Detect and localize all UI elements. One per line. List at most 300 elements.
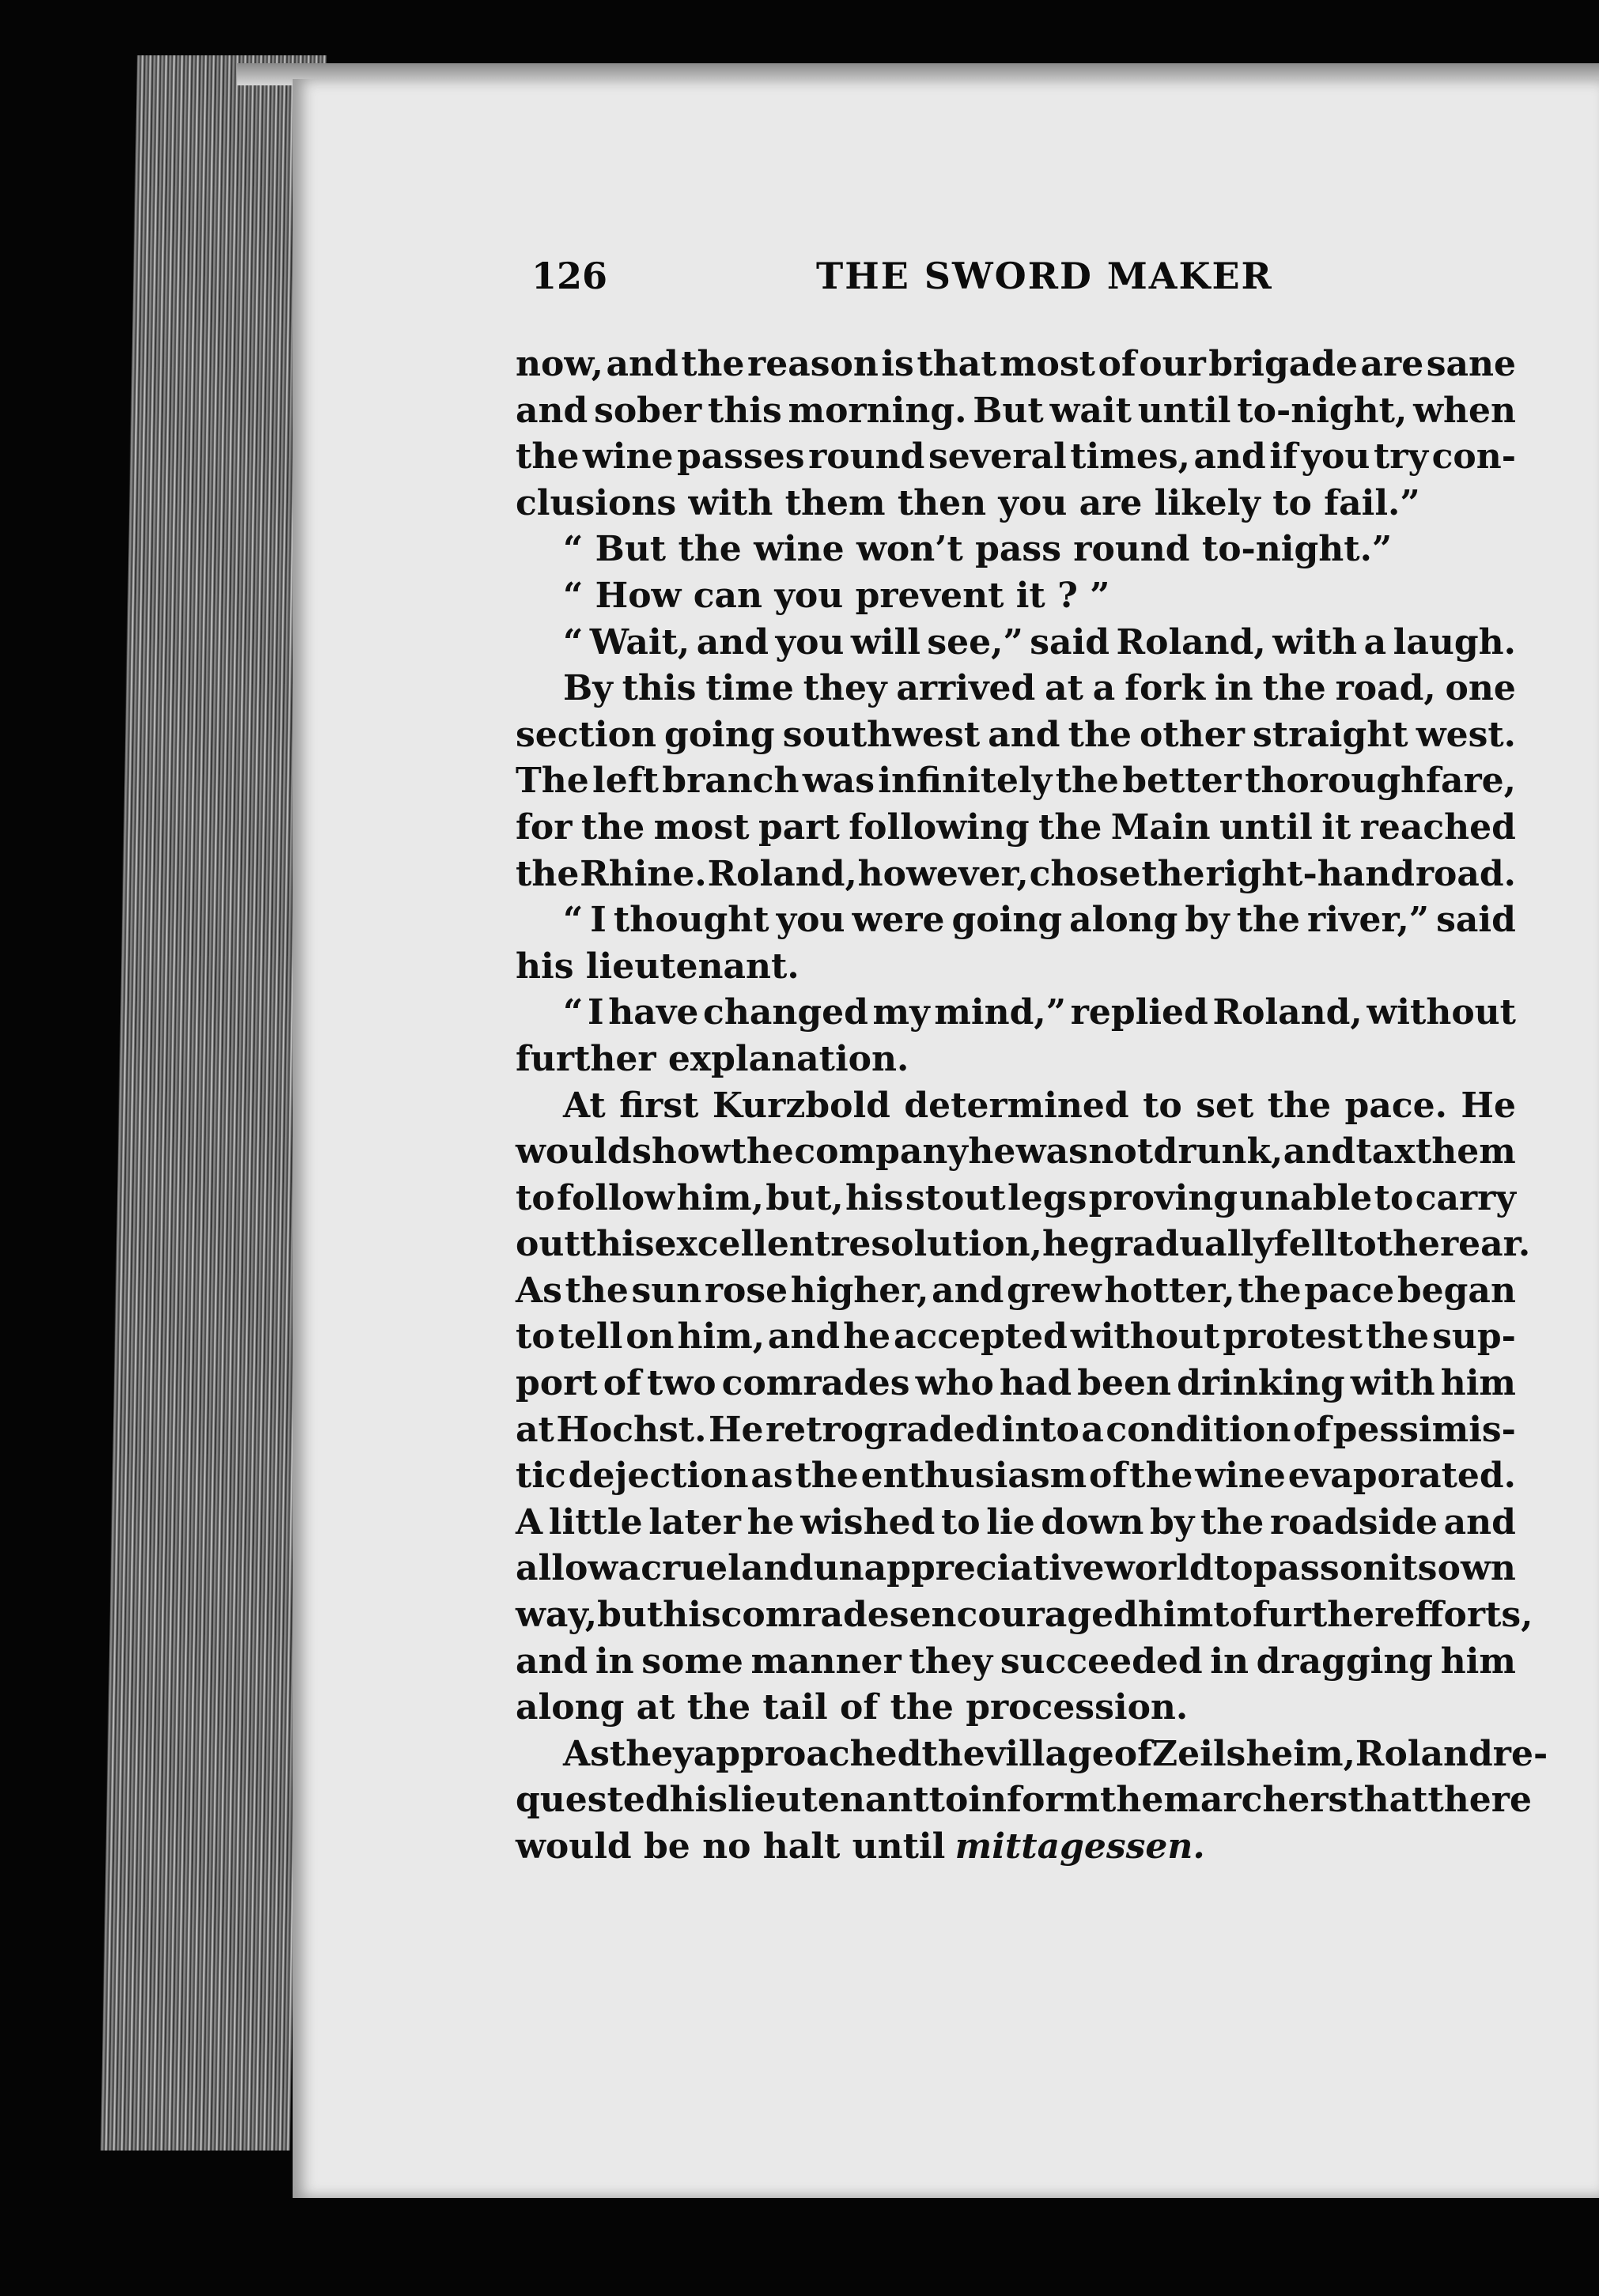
word: world bbox=[1104, 1548, 1214, 1589]
word: resolution, bbox=[830, 1224, 1042, 1265]
word: following bbox=[849, 806, 1030, 848]
word: and bbox=[988, 714, 1060, 755]
word: he bbox=[1041, 1224, 1090, 1265]
word: the bbox=[1267, 1085, 1332, 1126]
word: and bbox=[741, 1548, 814, 1589]
word: A bbox=[516, 1501, 543, 1543]
word: thoroughfare, bbox=[1245, 761, 1516, 802]
word: fork bbox=[1125, 668, 1206, 709]
word: the bbox=[1038, 806, 1102, 848]
word: straight bbox=[1253, 714, 1408, 755]
word: the bbox=[516, 436, 580, 478]
word: when bbox=[1413, 390, 1516, 431]
word: comrades bbox=[721, 1363, 910, 1404]
word: thought bbox=[613, 900, 769, 941]
word: are bbox=[1360, 344, 1424, 384]
word: port bbox=[516, 1363, 598, 1404]
word: show bbox=[632, 1131, 731, 1173]
text-line bbox=[516, 1314, 1516, 1361]
word: he bbox=[747, 1501, 795, 1543]
word: and bbox=[1193, 436, 1266, 478]
word: the bbox=[921, 1733, 985, 1774]
word: been bbox=[1077, 1363, 1171, 1404]
word: with bbox=[1272, 621, 1358, 663]
word: first bbox=[619, 1085, 699, 1126]
word: protest bbox=[1223, 1316, 1363, 1358]
word: “ bbox=[563, 621, 584, 663]
word: they bbox=[609, 1733, 694, 1774]
word: his bbox=[663, 1595, 721, 1636]
word: other bbox=[1140, 714, 1245, 755]
word: own bbox=[1437, 1548, 1516, 1589]
text-line bbox=[516, 620, 1516, 667]
word: had bbox=[999, 1363, 1072, 1404]
text-line bbox=[516, 852, 1516, 898]
word: Rhine. bbox=[580, 853, 707, 894]
word: excellent bbox=[654, 1224, 831, 1265]
word: inform bbox=[968, 1780, 1101, 1821]
word: along bbox=[1069, 900, 1178, 941]
text-line bbox=[516, 388, 1516, 435]
word: lieutenant bbox=[728, 1780, 929, 1821]
word: down bbox=[1041, 1501, 1144, 1543]
word: fell bbox=[1273, 1224, 1337, 1265]
word: if bbox=[1269, 436, 1298, 478]
word: most bbox=[999, 344, 1095, 384]
word: wine bbox=[1195, 1456, 1286, 1497]
word: that bbox=[917, 344, 997, 384]
text-line bbox=[516, 990, 1516, 1037]
word: arrived bbox=[896, 668, 1036, 709]
word: efforts, bbox=[1393, 1595, 1533, 1636]
word: his bbox=[845, 1177, 904, 1218]
word: wished bbox=[800, 1501, 936, 1543]
word: of bbox=[1292, 1409, 1332, 1450]
word: it bbox=[1321, 806, 1351, 848]
page-number: 126 bbox=[531, 255, 608, 297]
word: began bbox=[1397, 1270, 1516, 1311]
word: further bbox=[1252, 1595, 1393, 1636]
word: not bbox=[1088, 1131, 1154, 1173]
word: At bbox=[563, 1085, 606, 1126]
word: him bbox=[1440, 1363, 1516, 1404]
word: better bbox=[1122, 761, 1242, 802]
running-head bbox=[531, 255, 1520, 310]
word: dragging bbox=[1256, 1641, 1434, 1682]
line-text: would be no halt until bbox=[516, 1826, 946, 1867]
word: replied bbox=[1070, 992, 1208, 1033]
word: tell bbox=[558, 1316, 623, 1358]
word: with bbox=[1350, 1363, 1435, 1404]
word: set bbox=[1196, 1085, 1254, 1126]
word: hotter, bbox=[1104, 1270, 1235, 1311]
word: reached bbox=[1359, 806, 1516, 848]
word: determined bbox=[904, 1085, 1129, 1126]
text-line bbox=[516, 1731, 1548, 1778]
word: cruel bbox=[641, 1548, 741, 1589]
word: on bbox=[1339, 1548, 1389, 1589]
text-line bbox=[516, 897, 1516, 944]
word: on bbox=[626, 1316, 675, 1358]
word: section bbox=[516, 714, 656, 755]
word: however, bbox=[857, 853, 1029, 894]
word: Roland bbox=[1355, 1733, 1493, 1774]
word: you bbox=[776, 900, 845, 941]
word: until bbox=[1137, 390, 1231, 431]
word: follow bbox=[557, 1177, 675, 1218]
word: encouraged bbox=[909, 1595, 1138, 1636]
word: drinking bbox=[1177, 1363, 1345, 1404]
word: see,” bbox=[927, 621, 1023, 663]
word: him, bbox=[676, 1177, 764, 1218]
word: sup- bbox=[1432, 1316, 1516, 1358]
word: him bbox=[1137, 1595, 1214, 1636]
text-line bbox=[516, 712, 1516, 759]
text-line bbox=[516, 1824, 1516, 1871]
line-text: “ But the wine won’t pass round to-night.” bbox=[563, 529, 1393, 570]
word: of bbox=[603, 1363, 641, 1404]
word: going bbox=[664, 714, 775, 755]
word: southwest bbox=[782, 714, 981, 755]
word: him, bbox=[677, 1316, 765, 1358]
word: this bbox=[580, 1224, 655, 1265]
word: infinitely bbox=[878, 761, 1053, 802]
text-line bbox=[516, 1407, 1516, 1454]
word: a bbox=[1363, 621, 1387, 663]
text-line bbox=[516, 1222, 1531, 1268]
word: by bbox=[1185, 900, 1230, 941]
word: this bbox=[622, 668, 697, 709]
word: until bbox=[1219, 806, 1313, 848]
word: will bbox=[850, 621, 920, 663]
word: to bbox=[1143, 1085, 1182, 1126]
word: later bbox=[648, 1501, 741, 1543]
word: they bbox=[803, 668, 887, 709]
word: a bbox=[1092, 668, 1116, 709]
word: approached bbox=[693, 1733, 922, 1774]
word: tic bbox=[516, 1456, 566, 1497]
word: higher, bbox=[790, 1270, 929, 1311]
word: the bbox=[1055, 761, 1119, 802]
word: condition bbox=[1106, 1409, 1291, 1450]
word: now, bbox=[516, 344, 603, 384]
word: By bbox=[563, 668, 613, 709]
word: Roland, bbox=[1116, 621, 1266, 663]
text-line bbox=[516, 944, 1516, 991]
word: in bbox=[1210, 1641, 1249, 1682]
word: without bbox=[1070, 1316, 1220, 1358]
word: manner bbox=[750, 1641, 902, 1682]
word: “ bbox=[563, 992, 584, 1033]
word: enthusiasm bbox=[860, 1456, 1087, 1497]
word: company bbox=[794, 1131, 968, 1173]
word: branch bbox=[662, 761, 800, 802]
word: the bbox=[565, 1270, 629, 1311]
word: the bbox=[1238, 1270, 1302, 1311]
word: said bbox=[1436, 900, 1516, 941]
word: grew bbox=[1006, 1270, 1102, 1311]
text-line bbox=[516, 527, 1516, 573]
word: going bbox=[951, 900, 1063, 941]
word: to-night, bbox=[1237, 390, 1408, 431]
word: of bbox=[1098, 344, 1136, 384]
word: laugh. bbox=[1393, 621, 1516, 663]
word: changed bbox=[703, 992, 868, 1033]
word: his bbox=[669, 1780, 728, 1821]
word: sane bbox=[1426, 344, 1516, 384]
word: to bbox=[1213, 1595, 1253, 1636]
word: gradually bbox=[1089, 1224, 1274, 1265]
word: the bbox=[516, 853, 580, 894]
text-line bbox=[516, 1361, 1516, 1407]
word: said bbox=[1030, 621, 1110, 663]
word: one bbox=[1445, 668, 1516, 709]
word: quested bbox=[516, 1780, 670, 1821]
word: some bbox=[641, 1641, 743, 1682]
word: without bbox=[1367, 992, 1516, 1033]
word: little bbox=[548, 1501, 643, 1543]
word: to bbox=[516, 1316, 555, 1358]
word: but, bbox=[765, 1177, 844, 1218]
word: by bbox=[1150, 1501, 1195, 1543]
text-line bbox=[516, 666, 1516, 712]
word: and bbox=[932, 1270, 1004, 1311]
word: Roland, bbox=[1212, 992, 1363, 1033]
word: legs bbox=[1007, 1177, 1087, 1218]
text-line bbox=[516, 1592, 1533, 1639]
word: He bbox=[708, 1409, 764, 1450]
word: out bbox=[516, 1224, 580, 1265]
word: pace. bbox=[1344, 1085, 1447, 1126]
text-line bbox=[516, 805, 1516, 852]
word: was bbox=[802, 761, 875, 802]
word: and bbox=[767, 1316, 841, 1358]
word: a bbox=[618, 1548, 641, 1589]
word: to bbox=[928, 1780, 969, 1821]
word: roadside bbox=[1269, 1501, 1438, 1543]
word: as bbox=[750, 1456, 793, 1497]
word: proving bbox=[1088, 1177, 1238, 1218]
word: marchers bbox=[1163, 1780, 1348, 1821]
word: to bbox=[516, 1177, 555, 1218]
word: at bbox=[516, 1409, 554, 1450]
text-line bbox=[516, 1083, 1516, 1130]
word: to bbox=[1213, 1548, 1253, 1589]
word: him bbox=[1440, 1641, 1516, 1682]
word: the bbox=[1141, 853, 1205, 894]
word: road. bbox=[1415, 853, 1516, 894]
word: my bbox=[872, 992, 930, 1033]
italic-word: mittagessen. bbox=[954, 1826, 1205, 1867]
word: brigade bbox=[1208, 344, 1358, 384]
word: retrograded bbox=[765, 1409, 1000, 1450]
word: but bbox=[597, 1595, 663, 1636]
word: two bbox=[647, 1363, 716, 1404]
word: time bbox=[705, 668, 794, 709]
word: sober bbox=[594, 390, 702, 431]
word: our bbox=[1139, 344, 1206, 384]
word: chose bbox=[1029, 853, 1141, 894]
word: the bbox=[1129, 1456, 1193, 1497]
word: the bbox=[795, 1456, 859, 1497]
word: river,” bbox=[1307, 900, 1430, 941]
word: the bbox=[1100, 1780, 1164, 1821]
word: unappreciative bbox=[813, 1548, 1105, 1589]
text-line bbox=[516, 1777, 1532, 1824]
word: village bbox=[985, 1733, 1114, 1774]
text-line bbox=[516, 481, 1516, 527]
word: and bbox=[1283, 1131, 1355, 1173]
word: pessimis- bbox=[1332, 1409, 1516, 1450]
word: the bbox=[730, 1131, 794, 1173]
word: carry bbox=[1415, 1177, 1516, 1218]
text-line bbox=[516, 573, 1516, 620]
word: you bbox=[775, 621, 845, 663]
word: way, bbox=[516, 1595, 598, 1636]
text-line bbox=[516, 1500, 1516, 1546]
word: of bbox=[1113, 1733, 1152, 1774]
word: Main bbox=[1110, 806, 1211, 848]
word: several bbox=[928, 436, 1067, 478]
word: a bbox=[1081, 1409, 1104, 1450]
word: and bbox=[696, 621, 769, 663]
word: The bbox=[516, 761, 589, 802]
word: to bbox=[940, 1501, 981, 1543]
word: Zeilsheim, bbox=[1152, 1733, 1355, 1774]
word: was bbox=[1015, 1131, 1088, 1173]
word: reason bbox=[747, 344, 879, 384]
word: He bbox=[1461, 1085, 1516, 1126]
word: and bbox=[606, 344, 679, 384]
word: As bbox=[563, 1733, 610, 1774]
word: most bbox=[653, 806, 750, 848]
line-text: further explanation. bbox=[516, 1038, 909, 1079]
word: them bbox=[1415, 1131, 1516, 1173]
line-text: clusions with them then you are likely to fail.” bbox=[516, 482, 1420, 523]
word: who bbox=[915, 1363, 994, 1404]
word: Wait, bbox=[589, 621, 690, 663]
word: pace bbox=[1304, 1270, 1395, 1311]
word: the bbox=[1376, 1224, 1440, 1265]
word: were bbox=[852, 900, 945, 941]
word: into bbox=[1001, 1409, 1079, 1450]
word: there bbox=[1427, 1780, 1532, 1821]
body-text bbox=[516, 342, 1548, 1871]
word: he bbox=[968, 1131, 1016, 1173]
word: the bbox=[1365, 1316, 1430, 1358]
word: at bbox=[1045, 668, 1083, 709]
word: wine bbox=[582, 436, 674, 478]
line-text: along at the tail of the procession. bbox=[516, 1687, 1189, 1728]
word: con- bbox=[1431, 436, 1516, 478]
word: But bbox=[973, 390, 1044, 431]
word: “ bbox=[563, 900, 584, 941]
word: road, bbox=[1335, 668, 1436, 709]
word: and bbox=[516, 390, 588, 431]
word: I bbox=[590, 900, 607, 941]
word: the bbox=[1236, 900, 1301, 941]
word: its bbox=[1388, 1548, 1438, 1589]
word: lie bbox=[986, 1501, 1035, 1543]
word: left bbox=[592, 761, 659, 802]
word: comrades bbox=[720, 1595, 909, 1636]
word: Roland, bbox=[707, 853, 857, 894]
word: accepted bbox=[893, 1316, 1068, 1358]
word: pass bbox=[1253, 1548, 1340, 1589]
word: sun bbox=[631, 1270, 702, 1311]
line-text: his lieutenant. bbox=[516, 946, 800, 987]
word: unable bbox=[1239, 1177, 1373, 1218]
word: would bbox=[516, 1131, 632, 1173]
text-line bbox=[516, 1268, 1516, 1315]
word: that bbox=[1348, 1780, 1428, 1821]
word: rear. bbox=[1439, 1224, 1531, 1265]
word: As bbox=[516, 1270, 562, 1311]
word: you bbox=[1301, 436, 1370, 478]
text-line bbox=[516, 1176, 1516, 1222]
word: Hochst. bbox=[556, 1409, 707, 1450]
word: the bbox=[681, 344, 745, 384]
word: the bbox=[1068, 714, 1132, 755]
word: passes bbox=[676, 436, 805, 478]
word: for bbox=[516, 806, 573, 848]
word: Kurzbold bbox=[712, 1085, 890, 1126]
text-line bbox=[516, 1037, 1516, 1083]
word: the bbox=[1262, 668, 1326, 709]
word: allow bbox=[516, 1548, 618, 1589]
text-line bbox=[516, 1453, 1516, 1500]
word: the bbox=[1200, 1501, 1264, 1543]
word: to bbox=[1374, 1177, 1414, 1218]
word: succeeded bbox=[1000, 1641, 1203, 1682]
word: to bbox=[1337, 1224, 1377, 1265]
word: is bbox=[881, 344, 914, 384]
text-line bbox=[516, 1685, 1516, 1731]
word: tax bbox=[1355, 1131, 1416, 1173]
word: right-hand bbox=[1205, 853, 1415, 894]
word: dejection bbox=[568, 1456, 749, 1497]
text-line bbox=[516, 1129, 1516, 1176]
word: he bbox=[843, 1316, 891, 1358]
word: part bbox=[758, 806, 840, 848]
word: in bbox=[1214, 668, 1253, 709]
text-line bbox=[516, 1639, 1516, 1686]
word: wait bbox=[1049, 390, 1132, 431]
word: round bbox=[808, 436, 925, 478]
word: mind,” bbox=[934, 992, 1066, 1033]
text-line bbox=[516, 758, 1516, 805]
word: times, bbox=[1070, 436, 1190, 478]
word: in bbox=[595, 1641, 634, 1682]
word: I bbox=[588, 992, 604, 1033]
word: of bbox=[1089, 1456, 1128, 1497]
word: this bbox=[707, 390, 782, 431]
word: drunk, bbox=[1153, 1131, 1283, 1173]
word: and bbox=[516, 1641, 588, 1682]
word: west. bbox=[1416, 714, 1516, 755]
word: try bbox=[1373, 436, 1429, 478]
text-line bbox=[516, 342, 1516, 388]
line-text: “ How can you prevent it ? ” bbox=[563, 575, 1110, 616]
word: rose bbox=[704, 1270, 788, 1311]
text-line bbox=[516, 1546, 1516, 1592]
word: evaporated. bbox=[1287, 1456, 1516, 1497]
word: they bbox=[909, 1641, 993, 1682]
word: stout bbox=[905, 1177, 1006, 1218]
text-line bbox=[516, 434, 1516, 481]
word: the bbox=[580, 806, 645, 848]
running-title: THE SWORD MAKER bbox=[816, 255, 1273, 297]
